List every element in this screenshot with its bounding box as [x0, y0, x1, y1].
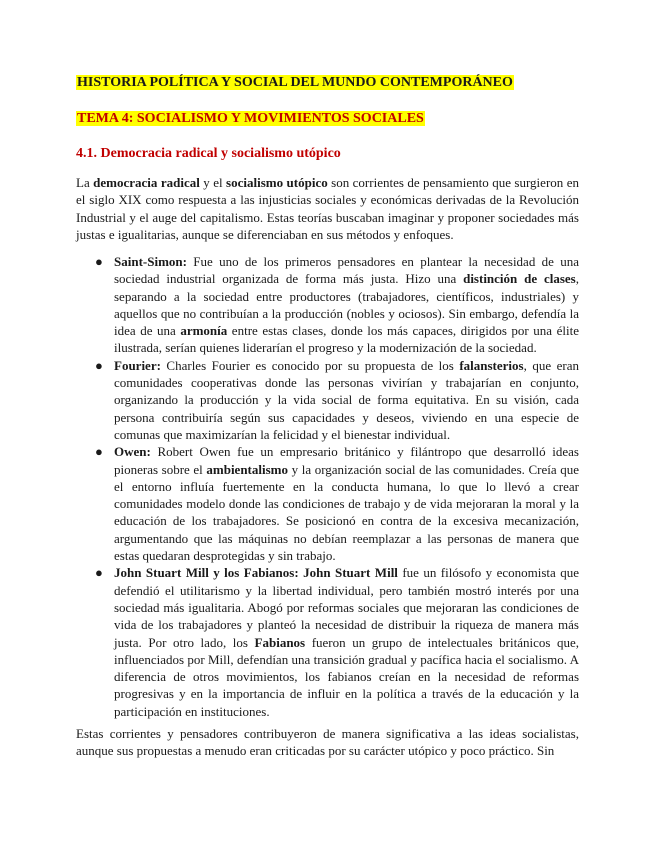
document-title-text: HISTORIA POLÍTICA Y SOCIAL DEL MUNDO CONTEMPORÁNEO: [77, 75, 513, 90]
bullet-bold-term: Fabianos: [254, 634, 306, 650]
bullet-text: entre estas clases, donde los más capaces, dirigidos por una élite ilustrada, serían quienes liderarían el progreso y la modernización de la sociedad.: [114, 323, 579, 356]
bullet-text: Charles Fourier es conocido por su propuesta de los: [160, 357, 460, 373]
bullet-bold-term: distinción de clases: [463, 271, 576, 287]
list-item-saint-simon: [76, 253, 579, 357]
bullet-name: Fourier:: [114, 357, 161, 373]
bullet-name: Owen:: [114, 444, 151, 460]
list-item-owen: [76, 443, 579, 564]
bullet-text: fueron un grupo de intelectuales británicos que, influenciados por Mill, defendían una transición gradual y pacífica hacia el socialismo. A diferencia de otros movimientos, los fabianos creían en la necesidad de reformas progresivas y en la importancia de influir en la política a través de la educación y la participación en instituciones.: [114, 634, 580, 719]
intro-bold-socialismo: socialismo utópico: [226, 175, 328, 190]
bullet-bold-term: falansterios: [459, 357, 524, 373]
bullet-text: Fue uno de los primeros pensadores en plantear la necesidad de una sociedad industrial organizada de forma más justa. Hizo una: [114, 254, 579, 287]
list-item-mill-fabianos: [76, 564, 579, 720]
intro-text-2: y el: [199, 175, 227, 190]
intro-bold-democracia: democracia radical: [93, 175, 200, 190]
intro-text-3: son corrientes de pensamiento que surgieron en el siglo XIX como respuesta a las injusticias sociales y económicas derivadas de la Revolución Industrial y el auge del capitalismo. Estas teorías buscaban imaginar y proponer sociedades más justas e igualitarias, aunque se diferenciaban en sus métodos y enfoques.: [76, 175, 579, 242]
closing-paragraph: Estas corrientes y pensadores contribuyeron de manera significativa a las ideas socialistas, aunque sus propuestas a menudo eran criticadas por su carácter utópico y poco práctico. Sin: [76, 726, 579, 759]
thinkers-list: [76, 253, 579, 720]
bullet-icon: ●: [95, 444, 103, 460]
document-title: [76, 74, 514, 92]
intro-paragraph: [76, 174, 579, 243]
bullet-bold-term: John Stuart Mill: [303, 565, 398, 581]
bullet-name: Saint-Simon:: [114, 254, 187, 269]
bullet-text: , que eran comunidades cooperativas donde las personas vivirían y trabajarían en conjunto, organizando la producción y la vida social de forma equitativa. En su visión, cada persona contribuiría según sus capacidades y deseos, viviendo en una especie de comunas que maximizarían la felicidad y el bienestar individual.: [114, 357, 579, 442]
topic-heading: [76, 110, 425, 128]
bullet-icon: ●: [95, 254, 103, 269]
topic-heading-text: TEMA 4: SOCIALISMO Y MOVIMIENTOS SOCIALES: [77, 111, 424, 126]
bullet-icon: ●: [95, 565, 103, 581]
bullet-text: Robert Owen fue un empresario británico y filántropo que desarrolló ideas pioneras sobre el: [114, 444, 579, 477]
bullet-text: fue un filósofo y economista que defendió el utilitarismo y la libertad individual, pero también mostró interés por una sociedad más igualitaria. Abogó por reformas sociales que mejoraran las condiciones de vida de los trabajadores y planteó la necesidad de distribuir la riqueza de manera más justa. Por otro lado, los: [114, 565, 580, 650]
bullet-text: , separando a la sociedad entre productores (trabajadores, científicos, industriales) y aquellos que no contribuían a la producción (nobles y ociosos). Sin embargo, defendía la idea de una: [114, 271, 579, 339]
bullet-bold-term: armonía: [180, 323, 228, 339]
intro-text-1: La: [76, 175, 94, 190]
bullet-bold-term: ambientalismo: [206, 461, 289, 477]
bullet-icon: ●: [95, 357, 103, 373]
bullet-text: y la organización social de las comunidades. Creía que el entorno influía fuertemente en la conducta humana, lo que lo llevó a crear comunidades modelo donde las condiciones de trabajo y de vida mejoraran la moral y la educación de los trabajadores. Se posicionó en contra de la excesiva mecanización, argumentando que las máquinas no debían reemplazar a las personas de manera que estas quedaran desprotegidas y sin trabajo.: [114, 461, 579, 564]
list-item-fourier: [76, 357, 579, 443]
bullet-name: John Stuart Mill y los Fabianos:: [114, 565, 299, 581]
section-heading: 4.1. Democracia radical y socialismo utópico: [76, 146, 341, 161]
